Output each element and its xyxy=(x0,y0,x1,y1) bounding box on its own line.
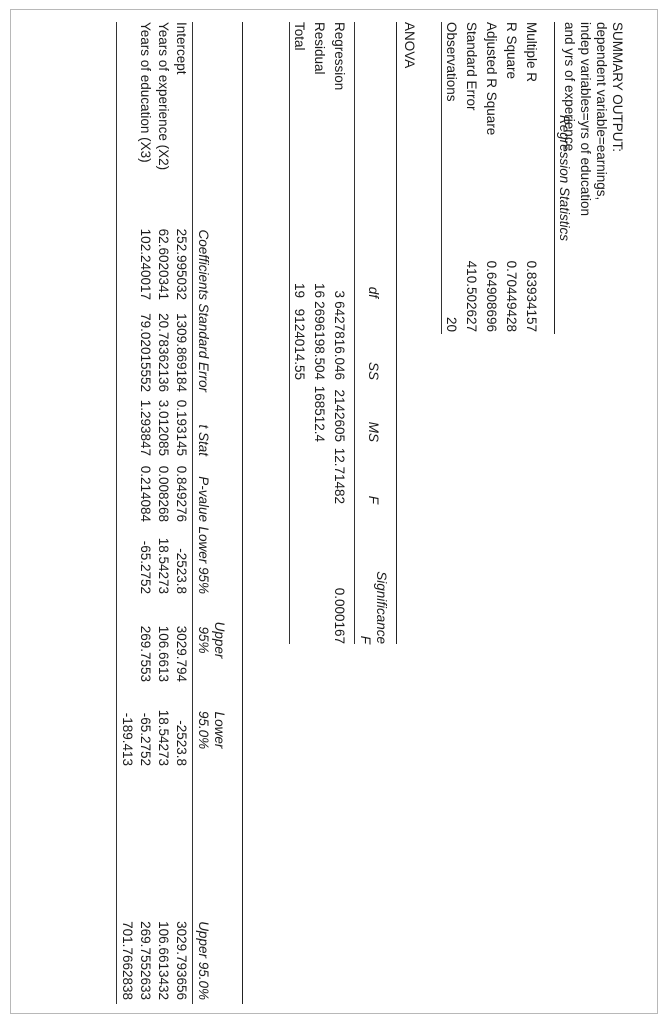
coef-cell: 0.849276 xyxy=(174,465,189,522)
anova-cell: 2696198.504 xyxy=(312,301,327,380)
anova-header-ss: SS xyxy=(366,361,381,380)
summary-subtitle-line: and yrs of experience xyxy=(562,22,577,152)
coef-header: t Stat xyxy=(196,424,211,456)
coef-header: 95.0% xyxy=(196,710,211,750)
anova-cell: 6427816.046 xyxy=(332,301,347,380)
coef-header: Standard Error xyxy=(196,303,211,392)
coef-cell: 0.214084 xyxy=(138,465,153,522)
coef-bottom-rule xyxy=(116,22,117,1004)
coef-cell: 62.6020341 xyxy=(156,228,171,300)
anova-header-rule xyxy=(354,22,355,644)
summary-subtitle-line: indep variables=yrs of education xyxy=(578,22,593,216)
coef-header: 95% xyxy=(196,626,211,654)
coef-header: P-value xyxy=(196,476,211,522)
anova-cell: 16 xyxy=(312,282,327,298)
coef-top-rule xyxy=(242,22,243,1004)
anova-bottom-rule xyxy=(289,22,290,644)
regstats-value: 0.70449428 xyxy=(504,260,519,332)
summary-title: SUMMARY OUTPUT: xyxy=(610,22,625,153)
regstats-value: 0.64908696 xyxy=(484,260,499,332)
anova-top-rule xyxy=(396,22,397,644)
anova-header-significance: F xyxy=(358,635,373,644)
anova-header-df: df xyxy=(366,286,381,298)
anova-cell: 9124014.55 xyxy=(292,308,307,380)
coef-cell: 269.7552633 xyxy=(138,921,153,1000)
regstats-label: Observations xyxy=(444,22,459,102)
coef-cell: 18.54273 xyxy=(156,537,171,594)
anova-row-label: Total xyxy=(292,22,307,51)
coef-header: Lower 95% xyxy=(196,526,211,594)
coef-header: Lower xyxy=(212,711,227,749)
anova-header-ms: MS xyxy=(366,421,381,442)
coef-cell: 3029.794 xyxy=(174,625,189,682)
anova-title: ANOVA xyxy=(402,22,417,69)
anova-cell: 0.000167 xyxy=(332,587,347,644)
coef-cell: 3029.793656 xyxy=(174,921,189,1000)
anova-cell: 3 xyxy=(332,290,347,298)
coef-cell: -2523.8 xyxy=(174,548,189,594)
coef-cell: 1.293847 xyxy=(138,399,153,456)
coef-cell: 3.012085 xyxy=(156,399,171,456)
anova-cell: 2142605 xyxy=(332,389,347,442)
coef-extra-cell: 701.7662838 xyxy=(120,921,135,1000)
coef-cell: 269.7553 xyxy=(138,625,153,682)
anova-cell: 168512.4 xyxy=(312,385,327,442)
regstats-label: Multiple R xyxy=(524,22,539,83)
coef-extra-cell: -189.413 xyxy=(120,712,135,766)
coef-cell: 252.995032 xyxy=(174,228,189,300)
coef-cell: 18.54273 xyxy=(156,709,171,766)
regression-output-sheet xyxy=(27,10,647,1010)
coef-cell: 102.240017 xyxy=(138,228,153,300)
coef-cell: -65.2752 xyxy=(138,540,153,594)
regstats-label: Standard Error xyxy=(464,22,479,111)
coef-cell: 20.78362136 xyxy=(156,313,171,392)
coef-cell: 106.6613432 xyxy=(156,921,171,1000)
regstats-label: R Square xyxy=(504,22,519,80)
coef-cell: 106.6613 xyxy=(156,625,171,682)
regstats-bottom-rule xyxy=(441,22,442,334)
regstats-value: 20 xyxy=(444,316,459,332)
anova-header-significance: Significance xyxy=(374,571,389,644)
regstats-label: Adjusted R Square xyxy=(484,22,499,136)
coef-cell: 1309.869184 xyxy=(174,313,189,392)
coef-row-label: Years of experience (X2) xyxy=(156,22,171,171)
anova-row-label: Residual xyxy=(312,22,327,75)
regstats-value: 410.502627 xyxy=(464,260,479,332)
coef-header: Upper xyxy=(212,621,227,659)
anova-cell: 12.71482 xyxy=(332,447,347,504)
regstats-top-rule xyxy=(554,22,555,334)
anova-cell: 19 xyxy=(292,282,307,298)
page-frame xyxy=(10,9,658,1014)
anova-row-label: Regression xyxy=(332,22,347,91)
coef-cell: -65.2752 xyxy=(138,712,153,766)
regstats-header: Regression Statistics xyxy=(557,114,572,242)
coef-cell: 79.02015552 xyxy=(138,313,153,392)
anova-header-f: F xyxy=(366,495,381,504)
coef-cell: -2523.8 xyxy=(174,720,189,766)
coef-header: Coefficients xyxy=(196,229,211,300)
regstats-value: 0.83934157 xyxy=(524,260,539,332)
coef-cell: 0.008268 xyxy=(156,465,171,522)
coef-row-label: Years of education (X3) xyxy=(138,22,153,163)
summary-subtitle-line: dependent variable=earnings, xyxy=(594,22,609,201)
coef-header-rule xyxy=(192,22,193,1004)
coef-row-label: Intercept xyxy=(174,22,189,75)
coef-cell: 0.193145 xyxy=(174,399,189,456)
coef-header: Upper 95.0% xyxy=(196,921,211,1000)
